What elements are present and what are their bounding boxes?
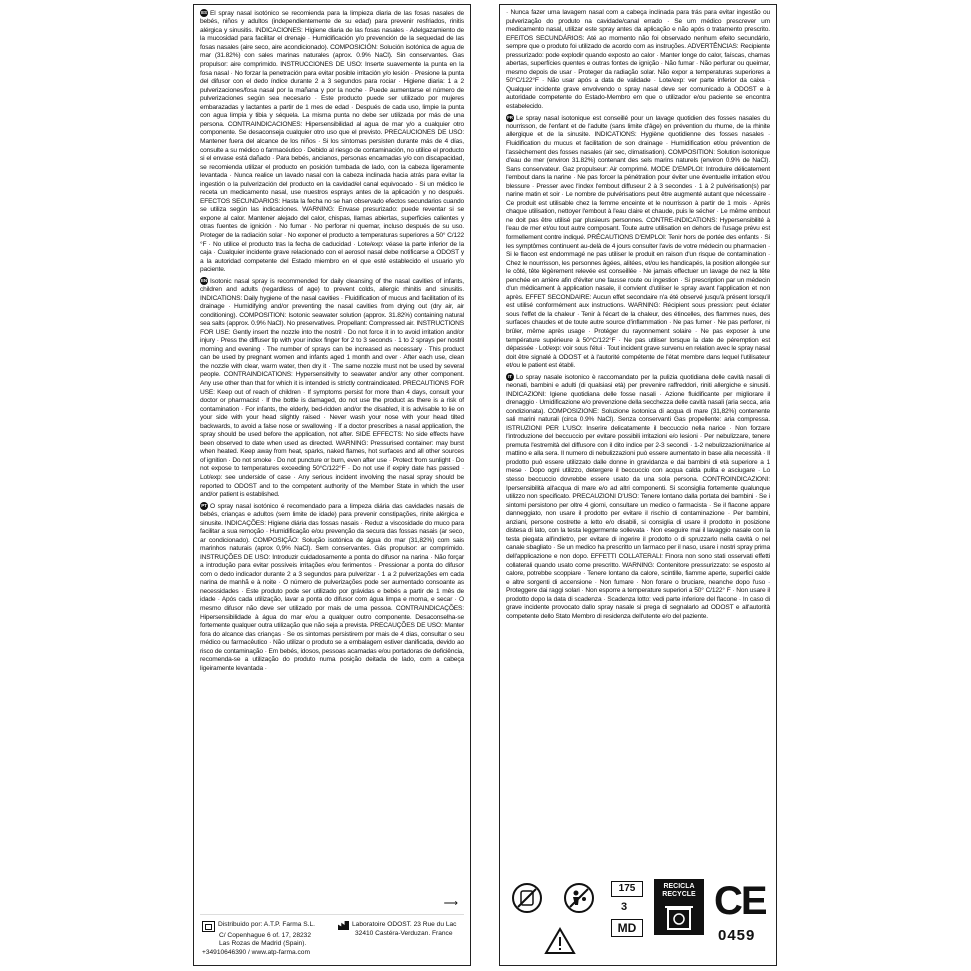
section-en [200, 277, 464, 500]
manufacturer-icon [338, 921, 349, 930]
distributor-block [202, 921, 315, 957]
leaflet-left-panel [193, 4, 471, 966]
manufacturer-block [338, 921, 456, 938]
keep-away-children-icon [564, 883, 594, 913]
shelf-life-number: 3 [621, 901, 628, 913]
ce-mark: CE [714, 879, 766, 923]
distributor-footer [200, 914, 464, 959]
section-pt [200, 502, 464, 674]
section-en-text: Isotonic nasal spray is recommended for daily cleansing of the nasal cavities of infants, children and adults (regardless of age) to prevent colds, allergic rhinitis and sinusitis. INDICATIONS: Daily hygiene of the nasal cavities · Fluidification of mucus and facilitation of its drainage · Humidifying and/or preventing the nasal cavities from drying out (dry air, air conditioning). COMPOSITION: Isotonic seawater solution (approx. 31.82%) containing natural sea salts (approx. 0.9% NaCl). No preservatives. Propellant: Compressed air. INSTRUCTIONS FOR USE: Gently insert the nozzle into the nostril · Do not force it in to avoid irritation and/or injury · Press the diffuser tip with your index finger for 2 to 3 seconds · 1 to 2 sprays per nostril morning and evening · The number of sprays can be increased as necessary · This product can be used by pregnant women and infants aged 1 month and over · After each use, clean the nozzle with clear, warm water, then dry it · The same nozzle must not be used by several people. CONTRAINDICATIONS: Hypersensitivity to seawater and/or any other component. Any use other than that for which it is intended is strictly contraindicated. PRECAUTIONS FOR USE: Keep out of reach of children · If symptoms persist for more than 4 days, consult your doctor or pharmacist · If the bottle is damaged, do not use the product as there is a risk of contamination · For infants, the elderly, bed-ridden and/or the disabled, it is advisable to lie on your side with your head slightly raised · Never wash your nose with your head tilted backwards, to avoid a false nose or swallowing · If a doctor prescribes a nasal application, the spray should be used before the application, not after. SIDE EFFECTS: No side effects have been observed to date when used as directed. WARNING: Pressurised container: may burst when heated. Keep away from heat, sparks, naked flames, hot surfaces and all other sources of ignition · Do not smoke · Do not puncture or burn, even after use · Protect from sunlight · Do not expose to temperatures exceeding 50°C/122°F · Do not use if expiry date has passed · Lot/exp: see underside of case · Any serious incident involving the nasal spray should be reported to ODOST and to the competent authority of the Member State in which the user and/or patient is established. [200, 277, 464, 499]
distributor-line2: C/ Copenhague 6 of. 17, 28232 [219, 932, 312, 939]
left-text-area [200, 9, 464, 911]
regulatory-symbols [506, 877, 770, 959]
section-it-text: Lo spray nasale isotonico è raccomandato per la pulizia quotidiana delle cavità nasali di neonati, bambini e adulti (di qualsiasi età) per prevenire raffreddori, riniti allergiche e sinusiti. INDICAZIONI: Igiene quotidiana delle fosse nasali · Azione fluidificante per migliorare il drenaggio · Umidificazione e/o prevenzione della secchezza delle cavità nasali (aria secca, aria condizionata). COMPOSIZIONE: Soluzione isotonica di acqua di mare (31,82%) contenente sali marini naturali (circa 0.9% NaCl). Senza conservanti Gas propellente: aria compressa. ISTRUZIONI PER L'USO: Inserire delicatamente il beccuccio nella narice · Non forzare l'introduzione del beccuccio per evitare possibili irritazioni e/o lesioni · Per nebulizzare, tenere premuta l'estremità del diffusore con il dito indice per 2-3 secondi · 1-2 nebulizzazioni/narice al mattino e alla sera. Il numero di nebulizzazioni può essere aumentato in base alla necessità · Il prodotto può essere utilizzato dalle donne in gravidanza e dai bambini di età superiore a 1 mese · Dopo ogni utilizzo, detergere il beccuccio con acqua calda pulita e asciugare · Lo stesso beccuccio dovrebbe essere usato da una sola persona. CONTROINDICAZIONI: Ipersensibilità all'acqua di mare e/o ad altri componenti. Si sconsiglia fortemente qualunque utilizzo non specificato. PRECAUZIONI D'USO: Tenere lontano dalla portata dei bambini · Se i sintomi persistono per oltre 4 giorni, consultare un medico o farmacista · Se il flacone appare danneggiato, non usare il prodotto per evitare il rischio di contaminazione · Per bambini, anziani, persone costrette a letto e/o disabili, si consiglia di usare il prodotto in posizione distesa di lato, con la testa leggermente sollevata · Non eseguire mai il lavaggio nasale con la testa piegata all'indietro, per evitare di ingerire il prodotto o di spruzzarlo nella cavità o nel canale sbagliato · Se un medico ha prescritto un farmaco per il naso, usare i nostri spray prima dell'applicazione e non dopo. EFFETTI COLLATERALI: Finora non sono stati osservati effetti collaterali quando usato come prescritto. WARNING: Contenitore pressurizzato: se esposto al calore, potrebbe scoppiare · Tenere lontano da calore, scintille, fiamme aperte, superfici calde e altre sorgenti di accensione · Non fumare · Non forare o bruciare, neanche dopo l'uso · Proteggere dai raggi solari · Non esporre a temperature superiori a 50° C/122° F · Non usare il prodotto dopo la data di scadenza · Scadenza lotto: vedi parte inferiore del flacone · In caso di grave incidente provocato dallo spray nasale si prega di segnalarlo ad ODOST e all'autorità competente dello Stato Membro di residenza dell'utente e/o del paziente. [506, 373, 770, 620]
medical-device-box: MD [611, 919, 643, 937]
language-pt-badge: PT [201, 502, 207, 508]
language-en-badge: EN [201, 277, 207, 283]
language-fr-badge: FR [507, 114, 513, 120]
right-text-area [506, 9, 770, 873]
section-fr [506, 114, 770, 371]
distributor-line4: +34910646390 / www.atp-farma.com [202, 948, 310, 956]
distributor-line3: Las Rozas de Madrid (Spain). [219, 940, 307, 948]
manufacturer-line1: Laboratoire ODOST. 23 Rue du Lac [352, 921, 457, 928]
recycle-line1: RECICLA [663, 883, 695, 890]
notified-body-number: 0459 [718, 927, 756, 944]
section-pt-text: O spray nasal isotónico é recomendado para a limpeza diária das cavidades nasais de bebés, crianças e adultos (sem limite de idade) para prevenir constipações, rinite alérgica e sinusite. INDICAÇÕES: Higiene diária das fossas nasais · Reduz a viscosidade do muco para facilitar a sua remoção · Humidificação e/ou prevenção da secura das fossas nasais (ar seco, ar condicionado). COMPOSIÇÃO: Solução isotónica de água do mar (31,82%) com sais marinhos naturais (aprox 0,9% NaCl). Sem conservantes. Gás propulsor: ar comprimido. INSTRUÇÕES DE USO: Introduzir cuidadosamente a ponta do difusor na narina · Não forçar a introdução para evitar possíveis irritações e/ou ferimentos · Pressionar a ponta do difusor com o dedo indicador durante 2 a 3 segundos para pulverizar · 1 a 2 pulverizações em cada narina de manhã e à noite · O número de pulverizações pode ser aumentado consoante as necessidades · Este produto pode ser utilizado por grávidas e bebés a partir de 1 mês de idade · Após cada utilização, lavar a ponta do difusor com água limpa e morna, e secar · O mesmo difusor não deve ser utilizado por mais de uma pessoa. CONTRAINDICAÇÕES: Hipersensibilidade à água do mar e/ou a qualquer outro componente. Desaconselha-se fortemente qualquer outra utilização que não seja a prevista. PRECAUÇÕES DE USO: Manter fora do alcance das crianças · Se os sintomas persistirem por mais de 4 dias, consultar o seu médico ou farmacêutico · Não utilizar o produto se a embalagem estiver danificada, devido ao risco de contaminação · Em bebés, idosos, pessoas acamadas e/ou portadoras de deficiência, recomenda-se a utilização do produto numa posição deitada de lado, com a cabeça ligeiramente levantada · [200, 502, 464, 672]
distributor-icon [202, 921, 215, 932]
section-pt-continued [506, 9, 770, 112]
section-pt-continued-text: · Nunca fazer uma lavagem nasal com a cabeça inclinada para trás para evitar ingestão ou pulverização do produto na cavidade/canal errado · Se um médico prescrever um medicamento nasal, utilizar este spray antes da aplicação e não após o tratamento prescrito. EFEITOS SECUNDÁRIOS: Até ao momento não foi observado nenhum efeito secundário, sempre que o produto foi utilizado de acordo com as instruções. ADVERTÊNCIAS: Recipiente pressurizado: pode explodir quando exposto ao calor · Manter longe do calor, faíscas, chamas abertas, superfícies quentes e outras fontes de ignição · Não fumar · Não perfurar ou queimar, mesmo depois de usar · Proteger da radiação solar. Não expor a temperaturas superiores a 50°C/122°F · Não usar após a data de validade · Lote/exp: ver parte inferior da caixa · Qualquer incidente grave envolvendo o spray nasal deve ser comunicado à ODOST e à autoridade competente do Estado-Membro em que o utilizador e/ou paciente se encontra estabelecido. [506, 9, 770, 111]
language-es-badge: ES [201, 10, 207, 15]
do-not-puncture-icon [512, 883, 542, 913]
section-it [506, 373, 770, 622]
warning-triangle-icon [544, 927, 576, 960]
section-fr-text: Le spray nasal isotonique est conseillé pour un lavage quotidien des fosses nasales du nourrisson, de l'enfant et de l'adulte (sans limite d'âge) en prévention du rhume, de la rhinite allergique et de la sinusite. INDICATIONS: Hygiène quotidienne des fosses nasales · Fluidification du mucus et facilitation de son drainage · Humidification et/ou prévention de l'assèchement des fosses nasales (air sec, climatisation). COMPOSITION: Solution isotonique d'eau de mer (environ 31.82%) contenant des sels marins naturels (environ 0.9% de NaCl). Sans conservateur. Gaz propulseur: Air comprimé. MODE D'EMPLOI: Introduire délicatement l'embout dans la narine · Ne pas forcer la pénétration pour éviter une éventuelle irritation et/ou blessure · Presser avec l'index l'embout diffuseur 2 à 3 secondes · 1 à 2 pulvérisation(s) par narine matin et soir · Le nombre de pulvérisations peut être augmenté autant que nécessaire · Ce produit est utilisable chez la femme enceinte et le nourrisson à partir de 1 mois · Après chaque utilisation, nettoyer l'embout à l'eau claire et chaude, puis le sécher · Le même embout ne doit pas être utilisé par plusieurs personnes. CONTRE-INDICATIONS: Hypersensibilité à l'eau de mer et/ou tout autre composant. Toute autre utilisation en dehors de l'usage prévu est formellement contre indiqué. PRÉCAUTIONS D'EMPLOI: Tenir hors de portée des enfants · Si les symptômes continuent au-delà de 4 jours consulter l'avis de votre médecin ou pharmacien · Si le flacon est endommagé ne pas utiliser le produit en raison d'un risque de contamination · Chez le nourrisson, les personnes âgées, alitées, et/ou les handicapés, la position allongée sur le côté, tête légèrement relevée est conseillée · Ne jamais effectuer un lavage de nez la tête penchée en arrière afin d'éviter une fausse route ou ingestion · Si prescription par un médecin d'un médicament à application nasale, il convient d'utiliser le spray avant l'application et non après. EFFET SECONDAIRE: Aucun effet secondaire n'a été observé jusqu'à présent lorsqu'il est utilisé conformément aux instructions. WARNING: Récipient sous pression: peut éclater sous l'effet de la chaleur · Tenir à l'écart de la chaleur, des étincelles, des flammes nues, des surfaces chaudes et de toute autre source d'inflammation · Ne pas fumer · Ne pas perforer, ni brûler, même après usage · Protéger du rayonnement solaire · Ne pas exposer à une température supérieure à 50°C/122°F · Ne pas utiliser lorsque la date de péremption est dépassée · Lot/exp: voir sous l'étui · Tout incident grave survenu en relation avec le spray nasal doit être signalé à ODOST et à l'autorité compétente de l'état membre dans lequel l'utilisateur et/ou le patient est établi. [506, 114, 770, 370]
section-es-text: El spray nasal isotónico se recomienda para la limpieza diaria de las fosas nasales de bebés, niños y adultos (independientemente de su edad) para prevenir resfriados, rinitis alérgica y sinusitis. INDICACIONES: Higiene diaria de las fosas nasales · Adelgazamiento de la mucosidad para facilitar el drenaje · Humidificación y/o prevención de la sequedad de las fosas nasales (aire seco, aire acondicionado). COMPOSICIÓN: Solución isotónica de agua de mar (31.82%) con sales marinas naturales (aprox. 0.9% NaCl). Sin conservantes. Gas propulsor: aire comprimido. INSTRUCCIONES DE USO: Inserte suavemente la punta en la fosa nasal · No forzar la penetración para evitar posible irritación y/o lesión · Presione la punta del difusor con el dedo índice durante 2 a 3 segundos para rociar · Higiene diaria: 1 a 2 pulverizaciones/fosa nasal por la mañana y por la noche · Puede aumentarse el número de pulverizaciones según sea necesario · Este producto puede ser utilizado por mujeres embarazadas y lactantes a partir de 1 mes de edad · Después de cada uso, limpie la punta con agua limpia y tibia y séquela. La misma punta no debe ser utilizada por más de una persona. CONTRAINDICACIONES: Hipersensibilidad al agua de mar y/o a cualquier otro componente. Se desaconseja cualquier otro uso que el previsto. PRECAUCIONES DE USO: Mantener fuera del alcance de los niños · Si los síntomas persisten durante más de 4 días, consulte a su médico o farmacéutico · Debido al riesgo de contaminación, no utilice el producto si el envase está dañado · Para bebés, ancianos, personas encamadas y/o con discapacidad, se recomienda utilizar el producto en posición tumbada de lado, con la cabeza ligeramente levantada · Nunca realice un lavado nasal con la cabeza inclinada hacia atrás para evitar la ingestión o la pulverización del producto en la cavidad/el canal equivocado · Si un médico le receta un medicamento nasal, use nuestros esprays antes de la aplicación y no después. EFECTOS SECUNDARIOS: Hasta la fecha no se han observado efectos secundarios cuando se utiliza según las indicaciones. WARNING: Envase presurizado: puede reventar si se expone al calor. Mantener alejado del calor, chispas, llamas abiertas, superficies calientes y otras fuentes de ignición · No fumar · No perforar ni quemar, incluso después de su uso. Proteger de la radiación solar · No exponer el producto a temperaturas superiores a 50° C/122 °F · No utilice el producto tras la fecha de caducidad · Lote/exp: véase la parte inferior de la caja · Cualquier incidente grave relacionado con el aerosol nasal debe notificarse a ODOST y a la autoridad competente del Estado miembro en el que esté establecido el usuario y/o paciente. [200, 9, 464, 274]
continue-arrow-icon: ⟶ [443, 898, 458, 909]
volume-box: 175 [611, 881, 643, 897]
leaflet-right-panel [499, 4, 777, 966]
language-it-badge: IT [506, 373, 514, 381]
distributor-line1: Distribuido por: A.T.P. Farma S.L. [218, 921, 315, 928]
recycle-logo [654, 879, 704, 935]
recycle-bin-icon [662, 901, 696, 931]
manufacturer-line2: 32410 Castéra-Verduzan. France [355, 930, 453, 937]
recycle-line2: RECYCLE [662, 891, 696, 898]
section-es [200, 9, 464, 275]
